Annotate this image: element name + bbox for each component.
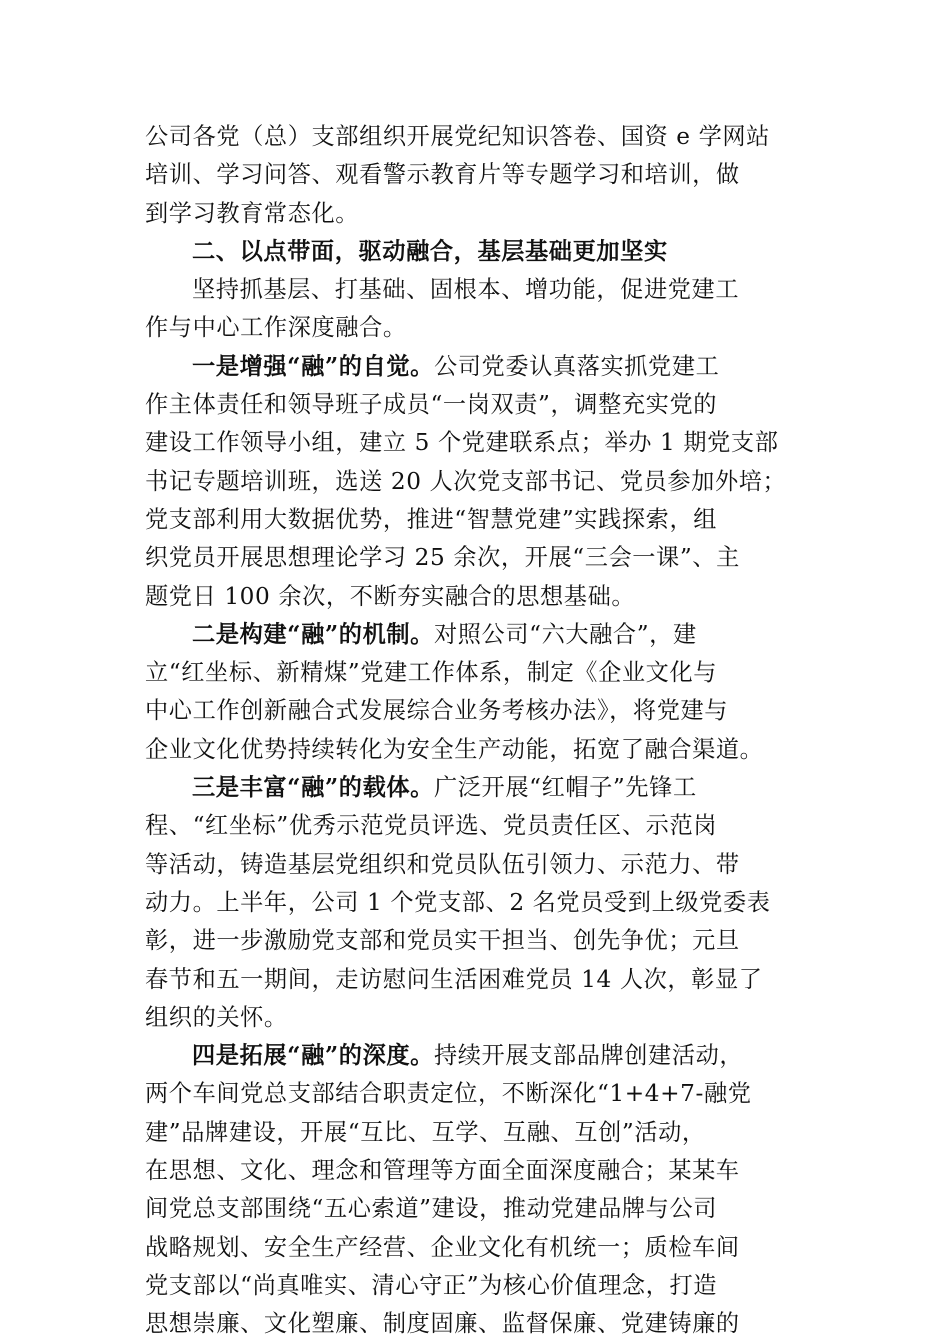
body-line: 公司各党（总）支部组织开展党纪知识答卷、国资 e 学网站: [145, 123, 770, 150]
document-body: [145, 118, 815, 1344]
bold-lead: 一是增强“融”的自觉。: [192, 352, 434, 380]
bold-lead: 二是构建“融”的机制。: [192, 620, 434, 648]
body-line: 思想崇廉、文化塑廉、制度固廉、监督保廉、党建铸廉的: [145, 1310, 740, 1338]
paragraph-text: 公司党委认真落实抓党建工: [433, 352, 720, 380]
body-line: 建”品牌建设，开展“互比、互学、互融、互创”活动，: [145, 1118, 706, 1146]
body-line: 题党日 100 余次，不断夯实融合的思想基础。: [145, 582, 636, 610]
paragraph-start: [145, 769, 815, 807]
paragraph-start: [145, 1037, 815, 1075]
body-line: 程、“红坐标”优秀示范党员评选、党员责任区、示范岗: [145, 812, 718, 840]
body-line: 在思想、文化、理念和管理等方面全面深度融合；某某车: [145, 1157, 740, 1185]
paragraph-start: [145, 348, 815, 386]
paragraph-text: 持续开展支部品牌创建活动，: [433, 1042, 744, 1070]
body-line: 坚持抓基层、打基础、固根本、增功能，促进党建工: [192, 276, 740, 304]
body-line: 到学习教育常态化。: [145, 199, 360, 227]
body-line: 彰，进一步激励党支部和党员实干担当、创先争优；元旦: [145, 927, 740, 955]
body-line: 党支部以“尚真唯实、清心守正”为核心价值理念，打造: [145, 1271, 718, 1299]
body-line: 培训、学习问答、观看警示教育片等专题学习和培训，做: [145, 161, 740, 189]
body-line: 企业文化优势持续转化为安全生产动能，拓宽了融合渠道。: [145, 735, 764, 763]
body-line: 中心工作创新融合式发展综合业务考核办法》，将党建与: [145, 697, 729, 725]
body-line: 作与中心工作深度融合。: [145, 314, 407, 342]
body-line: 动力。上半年，公司 1 个党支部、2 名党员受到上级党委表: [145, 888, 771, 916]
body-line: 战略规划、安全生产经营、企业文化有机统一；质检车间: [145, 1233, 740, 1261]
body-line: 两个车间党总支部结合职责定位，不断深化“1+4+7-融党: [145, 1080, 752, 1108]
body-line: 作主体责任和领导班子成员“一岗双责”，调整充实党的: [145, 391, 718, 419]
body-line: 间党总支部围绕“五心索道”建设，推动党建品牌与公司: [145, 1195, 718, 1223]
body-line: 等活动，铸造基层党组织和党员队伍引领力、示范力、带: [145, 850, 740, 878]
body-line: 织党员开展思想理论学习 25 余次，开展“三会一课”、主: [145, 544, 740, 572]
body-line: 建设工作领导小组，建立 5 个党建联系点；举办 1 期党支部: [145, 429, 779, 457]
body-line: 书记专题培训班，选送 20 人次党支部书记、党员参加外培；: [145, 467, 787, 495]
body-line: 组织的关怀。: [145, 1003, 288, 1031]
paragraph-text: 对照公司“六大融合”，建: [433, 620, 697, 648]
paragraph-start: [145, 616, 815, 654]
body-line: 立“红坐标、新精煤”党建工作体系，制定《企业文化与: [145, 659, 718, 687]
body-line: 春节和五一期间，走访慰问生活困难党员 14 人次，彰显了: [145, 965, 763, 993]
body-line: 党支部利用大数据优势，推进“智慧党建”实践探索，组: [145, 505, 718, 533]
bold-lead: 四是拓展“融”的深度。: [192, 1042, 434, 1070]
paragraph-text: 广泛开展“红帽子”先锋工: [433, 774, 697, 802]
section-heading: 二、以点带面，驱动融合，基层基础更加坚实: [192, 237, 668, 265]
bold-lead: 三是丰富“融”的载体。: [192, 774, 434, 802]
